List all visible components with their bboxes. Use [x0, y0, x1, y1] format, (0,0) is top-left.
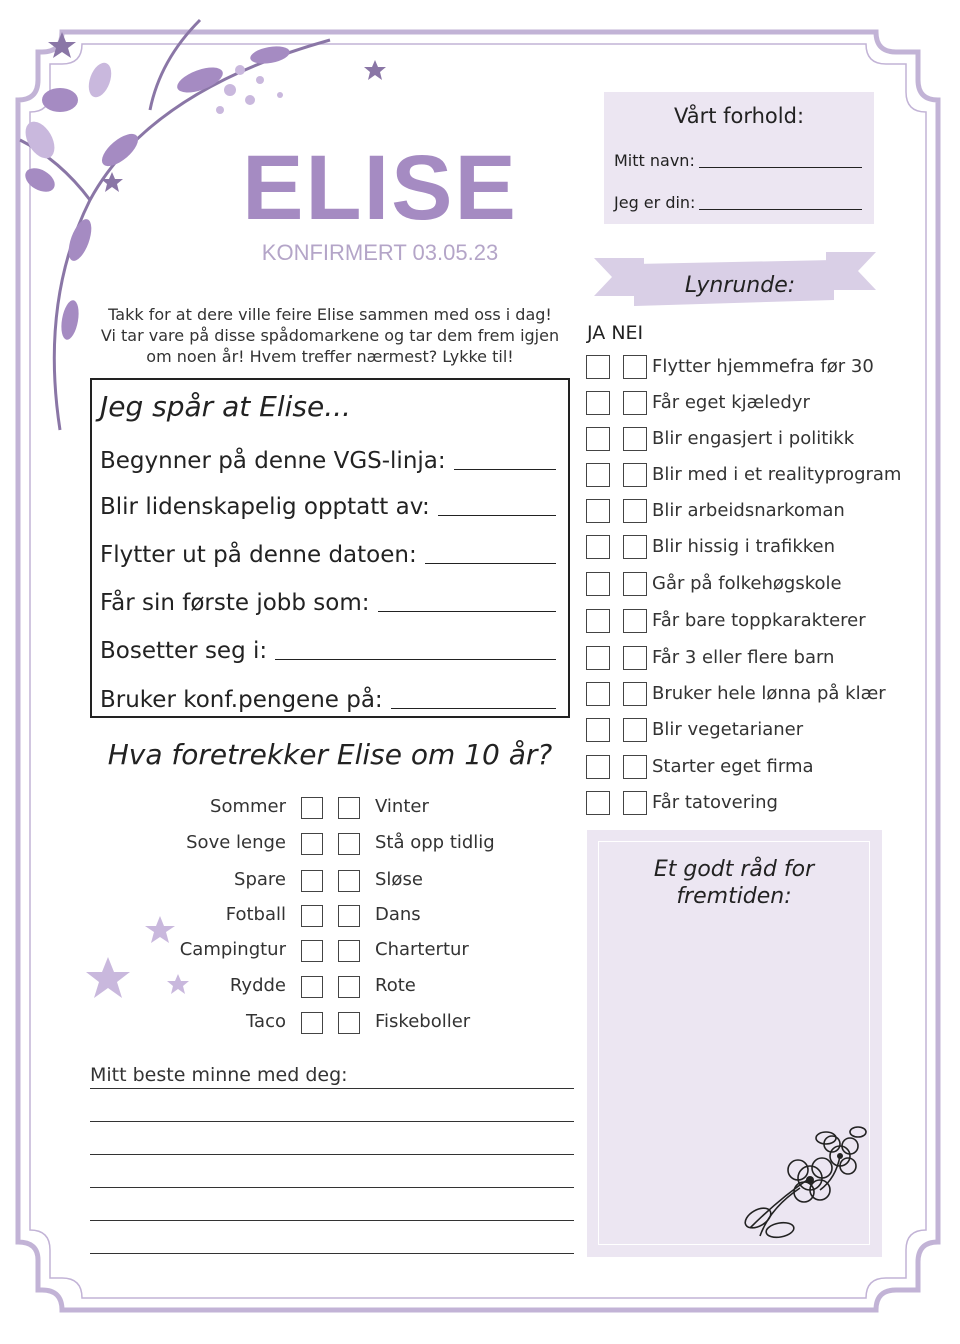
- no-checkbox[interactable]: [623, 355, 647, 379]
- quick-round-row: [586, 535, 886, 561]
- yes-checkbox[interactable]: [586, 572, 610, 596]
- yes-checkbox[interactable]: [586, 463, 610, 487]
- preference-checkbox-right[interactable]: [338, 940, 360, 962]
- quick-round-item: Blir hissig i trafikken: [652, 536, 836, 557]
- answer-line[interactable]: [699, 209, 862, 210]
- prediction-label: Flytter ut på denne datoen:: [100, 542, 417, 568]
- memory-line[interactable]: [90, 1253, 574, 1254]
- page-title: ELISE: [242, 137, 518, 239]
- name-field[interactable]: [614, 144, 862, 170]
- preference-option-left: Sommer: [210, 796, 286, 817]
- preference-option-right: Dans: [375, 904, 421, 925]
- preference-option-right: Sløse: [375, 869, 423, 890]
- answer-line[interactable]: [699, 167, 862, 168]
- prediction-row[interactable]: [100, 679, 556, 713]
- preference-option-right: Stå opp tidlig: [375, 832, 495, 853]
- quick-round-row: [586, 718, 886, 744]
- memory-label: Mitt beste minne med deg:: [90, 1064, 348, 1086]
- preference-checkbox-right[interactable]: [338, 870, 360, 892]
- quick-round-row: [586, 391, 886, 417]
- name-label: Mitt navn:: [614, 151, 695, 170]
- preference-checkbox-right[interactable]: [338, 833, 360, 855]
- preference-option-right: Vinter: [375, 796, 429, 817]
- quick-round-item: Flytter hjemmefra før 30: [652, 356, 874, 377]
- yes-checkbox[interactable]: [586, 791, 610, 815]
- quick-round-row: [586, 755, 886, 781]
- prediction-label: Bosetter seg i:: [100, 638, 268, 664]
- role-field[interactable]: [614, 186, 862, 212]
- confirmation-date: KONFIRMERT 03.05.23: [261, 240, 499, 265]
- preference-checkbox-right[interactable]: [338, 905, 360, 927]
- yes-checkbox[interactable]: [586, 499, 610, 523]
- stars-decoration: [78, 912, 198, 1012]
- prediction-row[interactable]: [100, 630, 556, 664]
- answer-line[interactable]: [454, 469, 556, 470]
- prediction-row[interactable]: [100, 534, 556, 568]
- intro-text: [80, 304, 580, 367]
- quick-round-item: Får bare toppkarakterer: [652, 610, 866, 631]
- advice-line: Et godt råd for: [653, 857, 815, 882]
- no-checkbox[interactable]: [623, 463, 647, 487]
- flower-illustration: [740, 1118, 872, 1242]
- quick-round-row: [586, 646, 886, 672]
- quick-round-item: Får 3 eller flere barn: [652, 647, 835, 668]
- relationship-title: Vårt forhold:: [673, 104, 805, 128]
- preference-option-right: Rote: [375, 975, 416, 996]
- yes-label: JA: [587, 322, 606, 344]
- memory-line[interactable]: [90, 1154, 574, 1155]
- preference-checkbox-left[interactable]: [301, 976, 323, 998]
- yes-checkbox[interactable]: [586, 609, 610, 633]
- quick-round-row: [586, 609, 886, 635]
- preference-option-right: Fiskeboller: [375, 1011, 471, 1032]
- quick-round-item: Bruker hele lønna på klær: [652, 683, 886, 704]
- preference-checkbox-left[interactable]: [301, 905, 323, 927]
- answer-line[interactable]: [438, 515, 556, 516]
- quick-round-row: [586, 427, 886, 453]
- answer-line[interactable]: [425, 563, 556, 564]
- preference-option-left: Sove lenge: [186, 832, 286, 853]
- no-checkbox[interactable]: [623, 535, 647, 559]
- prediction-row[interactable]: [100, 440, 556, 474]
- yes-checkbox[interactable]: [586, 391, 610, 415]
- intro-line: Takk for at dere ville feire Elise sammen med oss i dag!: [108, 305, 552, 324]
- no-checkbox[interactable]: [623, 499, 647, 523]
- preference-option-left: Taco: [246, 1011, 286, 1032]
- memory-line[interactable]: [90, 1220, 574, 1221]
- no-checkbox[interactable]: [623, 682, 647, 706]
- no-checkbox[interactable]: [623, 718, 647, 742]
- quick-round-row: [586, 355, 886, 381]
- quick-round-row: [586, 463, 902, 489]
- prediction-label: Begynner på denne VGS-linja:: [100, 448, 446, 474]
- quick-round-item: Blir engasjert i politikk: [652, 428, 855, 449]
- preference-checkbox-right[interactable]: [338, 1012, 360, 1034]
- advice-heading: [600, 856, 868, 910]
- predictions-heading: Jeg spår at Elise...: [100, 390, 351, 423]
- quick-round-row: [586, 791, 886, 817]
- answer-line[interactable]: [275, 659, 556, 660]
- no-checkbox[interactable]: [623, 755, 647, 779]
- no-label: NEI: [611, 322, 644, 344]
- preference-checkbox-left[interactable]: [301, 1012, 323, 1034]
- yes-checkbox[interactable]: [586, 355, 610, 379]
- prediction-row[interactable]: [100, 582, 556, 616]
- no-checkbox[interactable]: [623, 427, 647, 451]
- answer-line[interactable]: [391, 708, 556, 709]
- yes-no-header: [587, 322, 643, 344]
- quick-round-item: Blir med i et realityprogram: [652, 464, 902, 485]
- intro-line: Vi tar vare på disse spådomarkene og tar dem frem igjen: [100, 326, 560, 345]
- prediction-label: Får sin første jobb som:: [100, 590, 370, 616]
- preference-option-right: Chartertur: [375, 939, 469, 960]
- quick-round-row: [586, 682, 886, 708]
- memory-line[interactable]: [90, 1121, 574, 1122]
- yes-checkbox[interactable]: [586, 682, 610, 706]
- no-checkbox[interactable]: [623, 391, 647, 415]
- preference-checkbox-right[interactable]: [338, 976, 360, 998]
- quick-round-title: Lynrunde:: [684, 273, 796, 298]
- yes-checkbox[interactable]: [586, 755, 610, 779]
- preference-option-left: Campingtur: [179, 939, 286, 960]
- preference-checkbox-left[interactable]: [301, 870, 323, 892]
- prediction-label: Blir lidenskapelig opptatt av:: [100, 494, 430, 520]
- no-checkbox[interactable]: [623, 572, 647, 596]
- yes-checkbox[interactable]: [586, 646, 610, 670]
- quick-round-item: Blir vegetarianer: [652, 719, 804, 740]
- answer-line[interactable]: [378, 611, 556, 612]
- preference-option-left: Fotball: [225, 904, 286, 925]
- advice-line: fremtiden:: [676, 884, 792, 909]
- preference-checkbox-left[interactable]: [301, 833, 323, 855]
- yes-checkbox[interactable]: [586, 718, 610, 742]
- preference-checkbox-left[interactable]: [301, 797, 323, 819]
- memory-line[interactable]: [90, 1088, 574, 1089]
- quick-round-row: [586, 572, 886, 598]
- no-checkbox[interactable]: [623, 791, 647, 815]
- role-label: Jeg er din:: [614, 193, 696, 212]
- prediction-row[interactable]: [100, 486, 556, 520]
- no-checkbox[interactable]: [623, 646, 647, 670]
- yes-checkbox[interactable]: [586, 535, 610, 559]
- yes-checkbox[interactable]: [586, 427, 610, 451]
- intro-line: om noen år! Hvem treffer nærmest? Lykke til!: [146, 347, 514, 366]
- preference-checkbox-left[interactable]: [301, 940, 323, 962]
- quick-round-item: Blir arbeidsnarkoman: [652, 500, 845, 521]
- quick-round-row: [586, 499, 886, 525]
- preference-option-left: Rydde: [229, 975, 286, 996]
- preference-option-left: Spare: [234, 869, 286, 890]
- preference-checkbox-right[interactable]: [338, 797, 360, 819]
- quick-round-item: Starter eget firma: [652, 756, 814, 777]
- quick-round-item: Får tatovering: [652, 792, 778, 813]
- prediction-label: Bruker konf.pengene på:: [100, 687, 383, 713]
- memory-line[interactable]: [90, 1187, 574, 1188]
- quick-round-item: Går på folkehøgskole: [652, 573, 842, 594]
- preferences-heading: Hva foretrekker Elise om 10 år?: [107, 738, 553, 771]
- quick-round-item: Får eget kjæledyr: [652, 392, 810, 413]
- no-checkbox[interactable]: [623, 609, 647, 633]
